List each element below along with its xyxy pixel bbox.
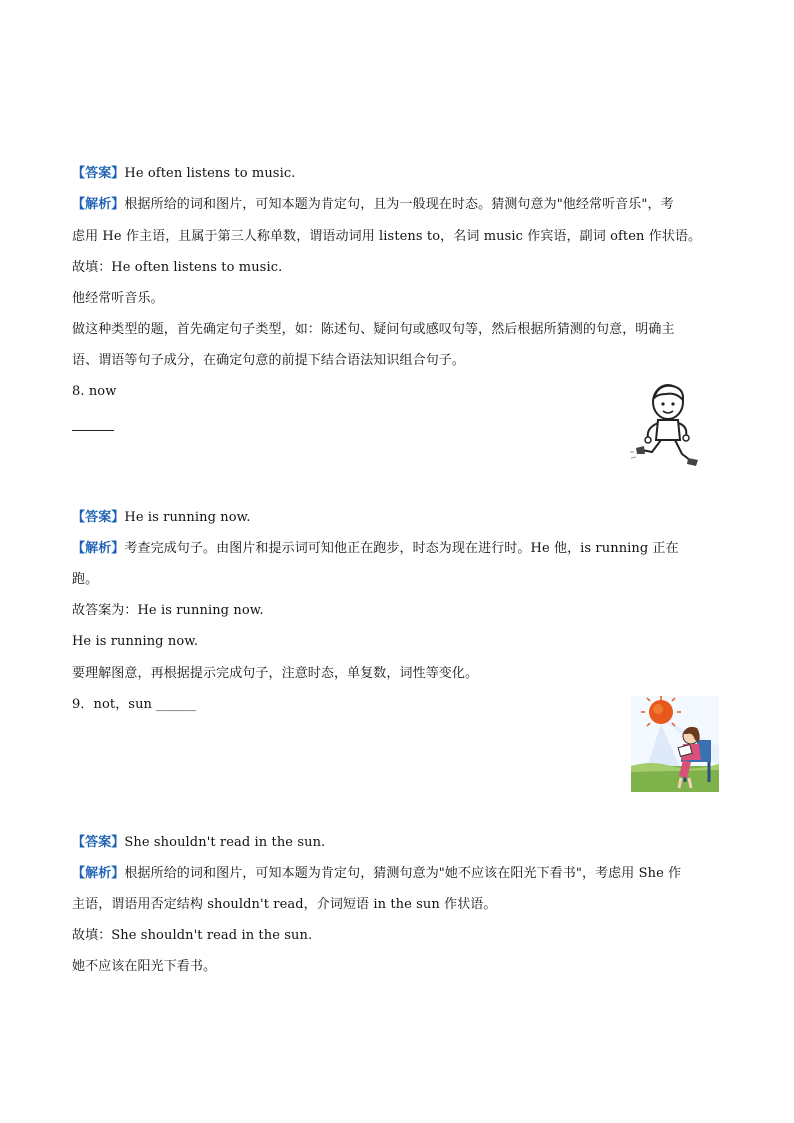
q9-prompt: 9．not，sun ______ (72, 697, 196, 712)
analysis-tag: 【解析】 (72, 541, 125, 556)
q8-sentence: He is running now. (72, 634, 199, 649)
q7-answer-line (72, 165, 295, 183)
q8-analysis-line2: 跑。 (72, 572, 99, 587)
q8-answer: He is running now. (124, 510, 251, 525)
q8-analysis-line1 (72, 540, 679, 558)
q7-tip-line1: 做这种类型的题，首先确定句子类型，如：陈述句、疑问句或感叹句等，然后根据所猜测的句意，明确主 (72, 322, 675, 337)
answer-tag: 【答案】 (72, 510, 125, 525)
answer-tag: 【答案】 (72, 166, 125, 181)
q9-fill: 故填：She shouldn't read in the sun. (72, 928, 313, 943)
running-boy-picture (628, 382, 704, 468)
answer-tag: 【答案】 (72, 835, 125, 850)
q9-analysis-line1 (72, 865, 681, 883)
q8-tip: 要理解图意，再根据提示完成句子，注意时态，单复数，词性等变化。 (72, 666, 479, 681)
q8-fill: 故答案为：He is running now. (72, 603, 264, 618)
q9-answer-line (72, 834, 325, 852)
analysis-tag: 【解析】 (72, 197, 125, 212)
q9-analysis-line2: 主语，谓语用否定结构 shouldn't read，介词短语 in the sun 作状语。 (72, 897, 497, 912)
q7-analysis-text1: 根据所给的词和图片，可知本题为肯定句，且为一般现在时态。猜测句意为"他经常听音乐"，考 (124, 197, 674, 212)
q9-answer: She shouldn't read in the sun. (124, 835, 326, 850)
q7-answer: He often listens to music. (124, 166, 296, 181)
q9-translation: 她不应该在阳光下看书。 (72, 959, 217, 974)
q7-analysis-line1 (72, 196, 674, 214)
analysis-tag: 【解析】 (72, 866, 125, 881)
girl-reading-in-sun-picture (631, 696, 719, 792)
q9-analysis-text1: 根据所给的词和图片，可知本题为肯定句，猜测句意为"她不应该在阳光下看书"，考虑用 She 作 (124, 866, 682, 881)
q7-translation: 他经常听音乐。 (72, 291, 164, 306)
q8-answer-line (72, 509, 251, 527)
q8-prompt: 8. now (72, 384, 117, 399)
q7-tip-line2: 语、谓语等句子成分，在确定句意的前提下结合语法知识组合句子。 (72, 353, 466, 368)
q8-analysis-text1: 考查完成句子。由图片和提示词可知他正在跑步，时态为现在进行时。He 他，is running 正在 (124, 541, 679, 556)
q8-answer-blank (72, 430, 114, 431)
q7-fill: 故填：He often listens to music. (72, 260, 283, 275)
q7-analysis-line2: 虑用 He 作主语，且属于第三人称单数，谓语动词用 listens to，名词 music 作宾语，副词 often 作状语。 (72, 229, 702, 244)
